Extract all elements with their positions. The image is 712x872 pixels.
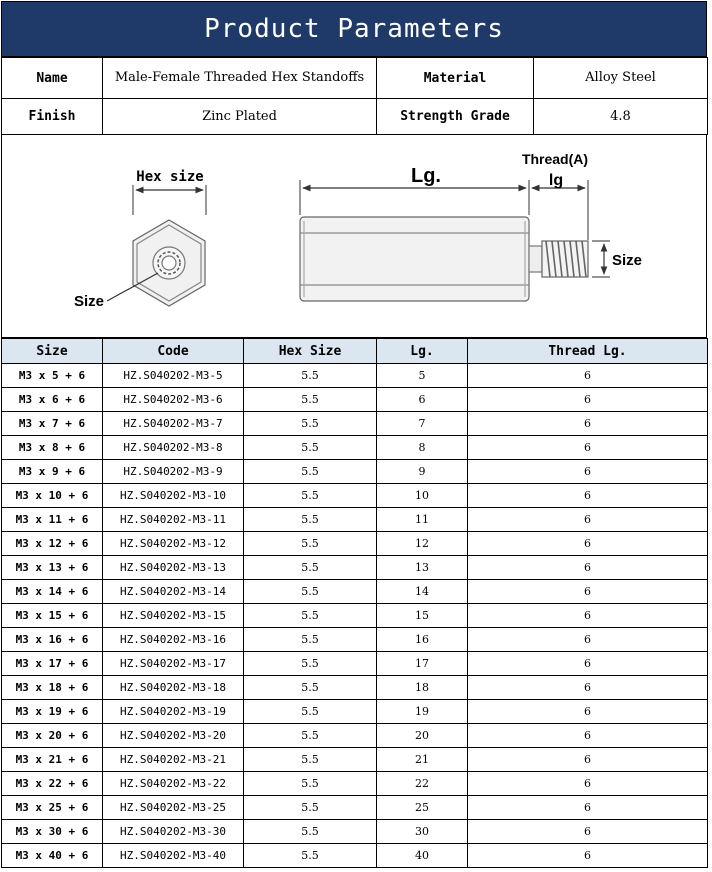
cell-code: HZ.S040202-M3-6 [103,388,244,412]
lg-label: Lg. [411,165,441,187]
page-title: Product Parameters [1,1,707,57]
cell-thread-lg: 6 [468,532,708,556]
material-value: Alloy Steel [534,58,708,99]
cell-thread-lg: 6 [468,796,708,820]
cell-size: M3 x 6 + 6 [2,388,103,412]
cell-size: M3 x 15 + 6 [2,604,103,628]
table-row [2,820,708,844]
table-row [2,604,708,628]
cell-thread-lg: 6 [468,484,708,508]
cell-code: HZ.S040202-M3-7 [103,412,244,436]
cell-size: M3 x 12 + 6 [2,532,103,556]
table-row [2,676,708,700]
cell-code: HZ.S040202-M3-9 [103,460,244,484]
cell-size: M3 x 11 + 6 [2,508,103,532]
cell-code: HZ.S040202-M3-12 [103,532,244,556]
cell-lg: 40 [377,844,468,868]
table-row [2,748,708,772]
hex-end-view [107,185,206,306]
cell-hex-size: 5.5 [244,436,377,460]
cell-size: M3 x 19 + 6 [2,700,103,724]
cell-lg: 21 [377,748,468,772]
cell-lg: 9 [377,460,468,484]
standoff-drawing [2,135,706,337]
cell-code: HZ.S040202-M3-10 [103,484,244,508]
cell-size: M3 x 10 + 6 [2,484,103,508]
cell-hex-size: 5.5 [244,604,377,628]
table-row [2,460,708,484]
thread-label: Thread(A) [521,151,589,167]
cell-hex-size: 5.5 [244,580,377,604]
table-row [2,772,708,796]
cell-size: M3 x 16 + 6 [2,628,103,652]
thread-lg-label: lg [548,172,564,189]
cell-code: HZ.S040202-M3-40 [103,844,244,868]
cell-hex-size: 5.5 [244,364,377,388]
hex-size-label: Hex size [136,169,204,185]
cell-code: HZ.S040202-M3-8 [103,436,244,460]
cell-lg: 7 [377,412,468,436]
cell-hex-size: 5.5 [244,628,377,652]
cell-hex-size: 5.5 [244,484,377,508]
col-hex-size-header: Hex Size [244,339,377,364]
cell-hex-size: 5.5 [244,652,377,676]
cell-code: HZ.S040202-M3-17 [103,652,244,676]
cell-lg: 18 [377,676,468,700]
cell-lg: 12 [377,532,468,556]
cell-lg: 17 [377,652,468,676]
table-row [2,364,708,388]
cell-size: M3 x 14 + 6 [2,580,103,604]
standoff-side-view [300,180,610,301]
size-label-left: Size [74,293,105,310]
col-size-header: Size [2,339,103,364]
cell-size: M3 x 20 + 6 [2,724,103,748]
cell-hex-size: 5.5 [244,844,377,868]
table-row [2,388,708,412]
cell-code: HZ.S040202-M3-14 [103,580,244,604]
cell-thread-lg: 6 [468,748,708,772]
size-label-right: Size [612,252,643,269]
cell-size: M3 x 40 + 6 [2,844,103,868]
cell-thread-lg: 6 [468,700,708,724]
cell-lg: 5 [377,364,468,388]
thread-neck [529,246,542,272]
cell-lg: 11 [377,508,468,532]
cell-lg: 20 [377,724,468,748]
cell-lg: 8 [377,436,468,460]
cell-lg: 19 [377,700,468,724]
cell-thread-lg: 6 [468,724,708,748]
table-row [2,724,708,748]
size-table [1,338,708,868]
standoff-diagram [1,135,707,338]
cell-thread-lg: 6 [468,508,708,532]
cell-hex-size: 5.5 [244,676,377,700]
cell-hex-size: 5.5 [244,796,377,820]
table-row [2,700,708,724]
cell-code: HZ.S040202-M3-16 [103,628,244,652]
cell-thread-lg: 6 [468,676,708,700]
cell-lg: 13 [377,556,468,580]
table-row [2,652,708,676]
cell-size: M3 x 18 + 6 [2,676,103,700]
table-row [2,508,708,532]
cell-hex-size: 5.5 [244,412,377,436]
cell-thread-lg: 6 [468,772,708,796]
cell-thread-lg: 6 [468,628,708,652]
table-row [2,532,708,556]
cell-code: HZ.S040202-M3-13 [103,556,244,580]
cell-lg: 22 [377,772,468,796]
finish-label: Finish [2,99,103,135]
grade-label: Strength Grade [377,99,534,135]
cell-thread-lg: 6 [468,460,708,484]
name-label: Name [2,58,103,99]
cell-thread-lg: 6 [468,652,708,676]
cell-thread-lg: 6 [468,580,708,604]
hex-body [300,217,529,301]
cell-lg: 14 [377,580,468,604]
cell-thread-lg: 6 [468,436,708,460]
cell-size: M3 x 30 + 6 [2,820,103,844]
table-row [2,484,708,508]
cell-hex-size: 5.5 [244,388,377,412]
cell-hex-size: 5.5 [244,556,377,580]
cell-thread-lg: 6 [468,388,708,412]
cell-size: M3 x 7 + 6 [2,412,103,436]
cell-hex-size: 5.5 [244,724,377,748]
parameters-row [2,58,708,99]
cell-thread-lg: 6 [468,604,708,628]
parameters-table [1,57,708,135]
cell-size: M3 x 22 + 6 [2,772,103,796]
cell-code: HZ.S040202-M3-11 [103,508,244,532]
cell-lg: 10 [377,484,468,508]
cell-size: M3 x 8 + 6 [2,436,103,460]
table-row [2,436,708,460]
cell-code: HZ.S040202-M3-18 [103,676,244,700]
cell-code: HZ.S040202-M3-22 [103,772,244,796]
cell-hex-size: 5.5 [244,700,377,724]
cell-thread-lg: 6 [468,364,708,388]
cell-hex-size: 5.5 [244,532,377,556]
cell-hex-size: 5.5 [244,748,377,772]
cell-hex-size: 5.5 [244,772,377,796]
cell-size: M3 x 17 + 6 [2,652,103,676]
cell-hex-size: 5.5 [244,460,377,484]
cell-code: HZ.S040202-M3-30 [103,820,244,844]
cell-thread-lg: 6 [468,844,708,868]
cell-code: HZ.S040202-M3-19 [103,700,244,724]
cell-lg: 6 [377,388,468,412]
cell-lg: 25 [377,796,468,820]
cell-size: M3 x 13 + 6 [2,556,103,580]
col-code-header: Code [103,339,244,364]
cell-lg: 15 [377,604,468,628]
cell-hex-size: 5.5 [244,820,377,844]
cell-thread-lg: 6 [468,556,708,580]
cell-code: HZ.S040202-M3-25 [103,796,244,820]
table-row [2,844,708,868]
cell-lg: 16 [377,628,468,652]
table-row [2,412,708,436]
size-table-header [2,339,708,364]
col-thread-lg-header: Thread Lg. [468,339,708,364]
cell-size: M3 x 21 + 6 [2,748,103,772]
cell-lg: 30 [377,820,468,844]
cell-size: M3 x 5 + 6 [2,364,103,388]
cell-size: M3 x 25 + 6 [2,796,103,820]
table-row [2,556,708,580]
col-lg-header: Lg. [377,339,468,364]
cell-hex-size: 5.5 [244,508,377,532]
cell-code: HZ.S040202-M3-15 [103,604,244,628]
cell-code: HZ.S040202-M3-21 [103,748,244,772]
material-label: Material [377,58,534,99]
cell-thread-lg: 6 [468,820,708,844]
name-value: Male-Female Threaded Hex Standoffs [103,58,377,99]
grade-value: 4.8 [534,99,708,135]
product-sheet [1,1,707,868]
table-row [2,628,708,652]
cell-code: HZ.S040202-M3-5 [103,364,244,388]
table-row [2,796,708,820]
finish-value: Zinc Plated [103,99,377,135]
parameters-row [2,99,708,135]
table-row [2,580,708,604]
cell-thread-lg: 6 [468,412,708,436]
cell-size: M3 x 9 + 6 [2,460,103,484]
cell-code: HZ.S040202-M3-20 [103,724,244,748]
